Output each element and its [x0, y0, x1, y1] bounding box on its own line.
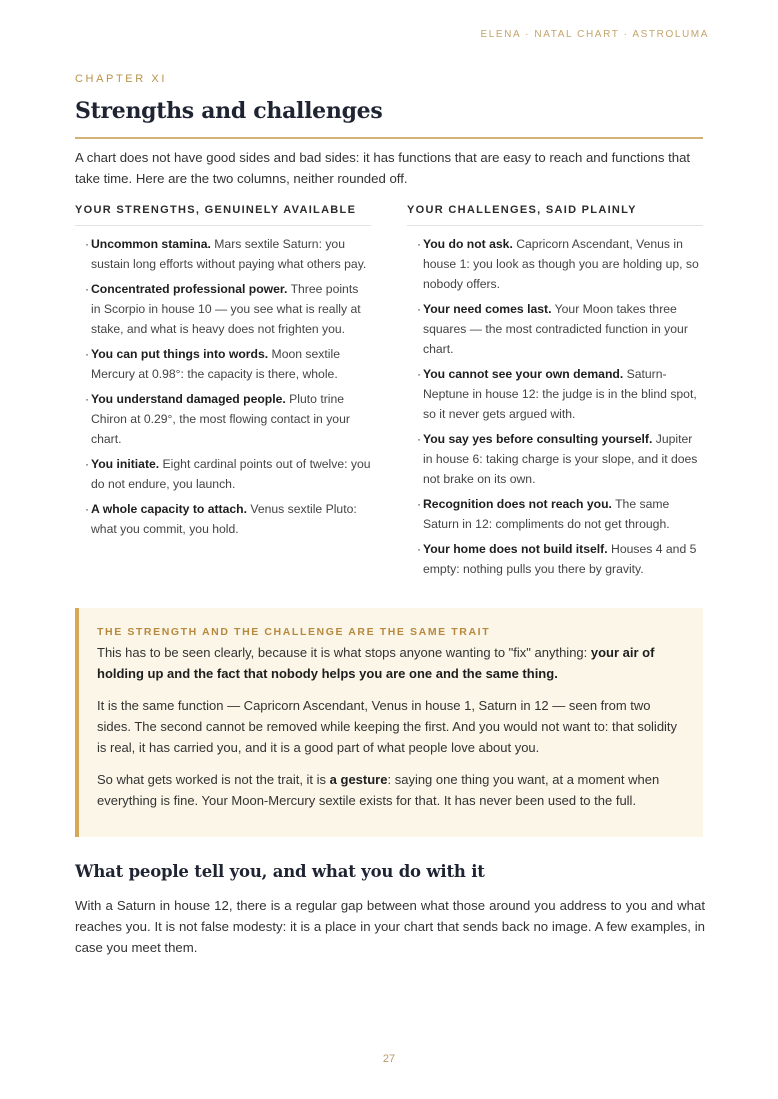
item-lead: Your need comes last.	[423, 302, 552, 316]
bullet-icon: ·	[417, 432, 422, 446]
item-text: Venus sextile Pluto: what you commit, you hold.	[91, 502, 357, 536]
list-item	[407, 234, 703, 294]
challenges-list	[407, 234, 703, 579]
bullet-icon: ·	[85, 502, 90, 516]
item-text: Eight cardinal points out of twelve: you do not endure, you launch.	[91, 457, 371, 491]
list-item	[407, 299, 703, 359]
item-lead: You understand damaged people.	[91, 392, 286, 406]
item-text: Moon sextile Mercury at 0.98°: the capacity is there, whole.	[91, 347, 340, 381]
challenges-column	[407, 204, 703, 584]
item-text: Capricorn Ascendant, Venus in house 1: you look as though you are holding up, so nobody offers.	[423, 237, 699, 291]
section-title: What people tell you, and what you do with it	[75, 862, 485, 881]
callout-text: This has to be seen clearly, because it is what stops anyone wanting to "fix" anything:	[97, 645, 591, 660]
callout-paragraph: It is the same function — Capricorn Ascendant, Venus in house 1, Saturn in 12 — seen from two sides. The second cannot be removed while keeping the first. And you would not want to: that solidity is real, it has carried you, and it is a good part of what people love about you.	[97, 698, 678, 755]
item-lead: Concentrated professional power.	[91, 282, 288, 296]
list-item	[75, 389, 371, 449]
list-item	[75, 344, 371, 384]
item-text: Three points in Scorpio in house 10 — you see what is really at stake, and what is heavy does not frighten you.	[91, 282, 361, 336]
intro-paragraph: A chart does not have good sides and bad sides: it has functions that are easy to reach and functions that take time. Here are the two columns, neither rounded off.	[75, 150, 691, 186]
item-text: Pluto trine Chiron at 0.29°, the most flowing contact in your chart.	[91, 392, 350, 446]
bullet-icon: ·	[417, 497, 422, 511]
section-paragraph: With a Saturn in house 12, there is a regular gap between what those around you address to you and what reaches you. It is not false modesty: it is a place in your chart that sends back no image. A few examples, in case you meet them.	[75, 898, 705, 955]
list-item	[407, 539, 703, 579]
list-item	[407, 429, 703, 489]
callout-heading: THE STRENGTH AND THE CHALLENGE ARE THE SAME TRAIT	[97, 626, 491, 638]
item-lead: You say yes before consulting yourself.	[423, 432, 653, 446]
bullet-icon: ·	[85, 392, 90, 406]
callout-text: So what gets worked is not the trait, it is	[97, 772, 330, 787]
list-item	[407, 494, 703, 534]
bullet-icon: ·	[85, 347, 90, 361]
strengths-column	[75, 204, 371, 544]
bullet-icon: ·	[85, 237, 90, 251]
callout-paragraph	[97, 642, 685, 684]
item-lead: Recognition does not reach you.	[423, 497, 612, 511]
bullet-icon: ·	[85, 457, 90, 471]
title-divider	[75, 137, 703, 139]
list-item	[407, 364, 703, 424]
item-text: Jupiter in house 6: taking charge is your slope, and it does not brake on its own.	[423, 432, 698, 486]
page-number: 27	[382, 1053, 396, 1065]
running-header: ELENA · NATAL CHART · ASTROLUMA	[480, 29, 709, 40]
item-lead: You can put things into words.	[91, 347, 269, 361]
callout-paragraph	[97, 769, 685, 811]
chapter-label: CHAPTER XI	[75, 73, 168, 85]
bullet-icon: ·	[417, 542, 422, 556]
list-item	[75, 279, 371, 339]
bullet-icon: ·	[85, 282, 90, 296]
callout-box	[75, 608, 703, 837]
callout-emphasis: your air of holding up and the fact that nobody helps you are one and the same thing.	[97, 645, 655, 681]
item-lead: You initiate.	[91, 457, 160, 471]
item-lead: You do not ask.	[423, 237, 513, 251]
page-title: Strengths and challenges	[75, 98, 383, 124]
item-lead: A whole capacity to attach.	[91, 502, 247, 516]
callout-text: : saying one thing you want, at a moment when everything is fine. Your Moon-Mercury sextile exists for that. It has never been used to the full.	[97, 772, 660, 808]
callout-emphasis: a gesture	[329, 772, 388, 787]
list-item	[75, 454, 371, 494]
bullet-icon: ·	[417, 237, 422, 251]
item-text: Saturn-Neptune in house 12: the judge is in the blind spot, so it never gets argued with.	[423, 367, 697, 421]
strengths-list	[75, 234, 371, 539]
challenges-heading: YOUR CHALLENGES, SAID PLAINLY	[407, 204, 703, 226]
item-text: Mars sextile Saturn: you sustain long efforts without paying what others pay.	[91, 237, 367, 271]
strengths-heading: YOUR STRENGTHS, GENUINELY AVAILABLE	[75, 204, 371, 226]
item-lead: Your home does not build itself.	[423, 542, 608, 556]
list-item	[75, 499, 371, 539]
bullet-icon: ·	[417, 302, 422, 316]
list-item	[75, 234, 371, 274]
item-text: The same Saturn in 12: compliments do not get through.	[423, 497, 670, 531]
item-text: Houses 4 and 5 empty: nothing pulls you there by gravity.	[423, 542, 697, 576]
bullet-icon: ·	[417, 367, 422, 381]
item-lead: You cannot see your own demand.	[423, 367, 624, 381]
item-lead: Uncommon stamina.	[91, 237, 211, 251]
item-text: Your Moon takes three squares — the most contradicted function in your chart.	[423, 302, 688, 356]
